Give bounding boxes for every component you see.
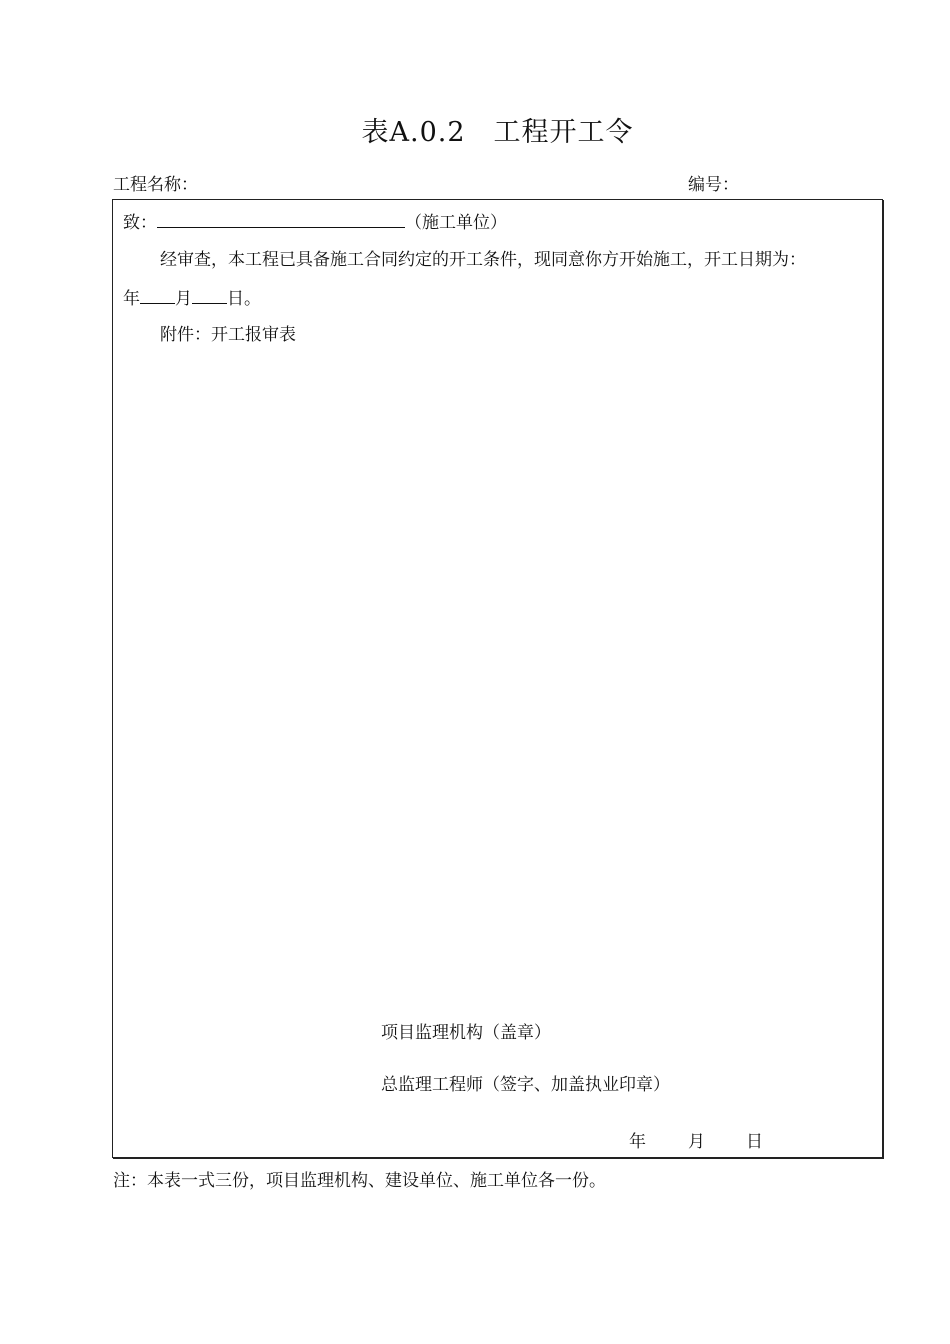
form-number: 表A.0.2 [361,117,466,148]
form-name: 工程开工令 [493,117,634,148]
day-blank[interactable] [192,289,227,304]
to-label: 致： [123,213,157,233]
sign-year: 年 [629,1132,646,1152]
addressee-line [123,208,507,233]
contractor-blank[interactable] [157,213,405,228]
year-label: 年 [123,289,140,309]
page-title [0,110,950,149]
org-seal-line: 项目监理机构（盖章） [381,1023,551,1043]
attachment-line: 附件：开工报审表 [160,325,296,345]
start-date-line [123,284,261,309]
number-label: 编号： [688,175,739,195]
day-label: 日。 [227,289,261,309]
month-label: 月 [175,289,192,309]
to-suffix: （施工单位） [405,213,507,233]
sign-day: 日 [746,1132,763,1152]
chief-engineer-line: 总监理工程师（签字、加盖执业印章） [381,1075,670,1095]
footer-note: 注：本表一式三份，项目监理机构、建设单位、施工单位各一份。 [113,1171,606,1191]
form-body [112,199,883,1158]
sign-month: 月 [688,1132,705,1152]
month-blank[interactable] [140,289,175,304]
approval-paragraph: 经审查，本工程已具备施工合同约定的开工条件，现同意你方开始施工，开工日期为： [160,250,806,270]
project-name-label: 工程名称： [113,175,198,195]
